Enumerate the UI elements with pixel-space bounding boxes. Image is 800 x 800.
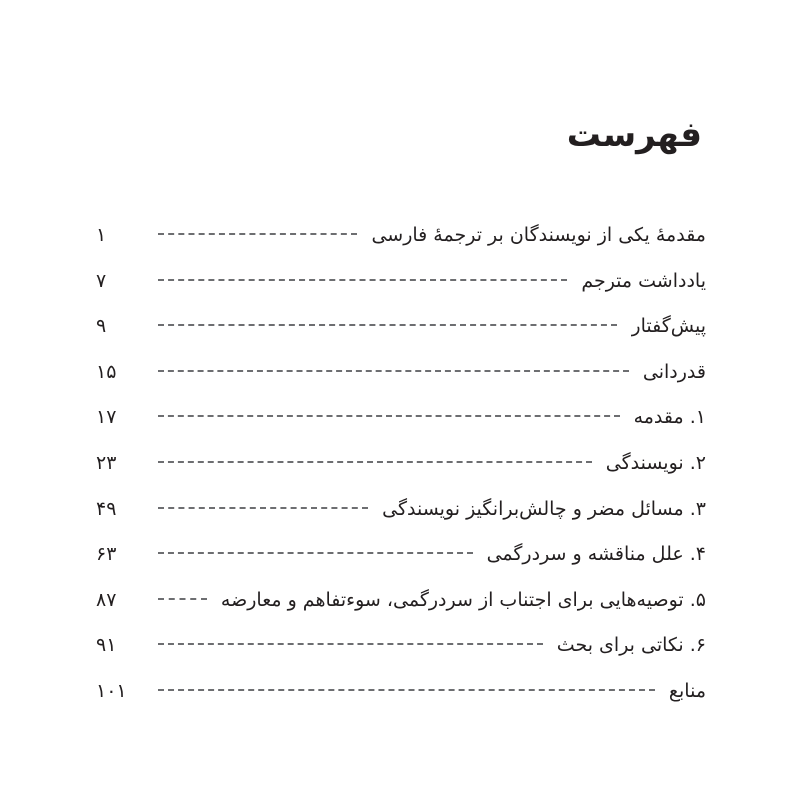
toc-page-number: ۹۱ bbox=[96, 634, 117, 657]
toc-entry bbox=[96, 680, 706, 726]
toc-leader-dashes bbox=[158, 233, 357, 235]
toc-entry-label: ۶. نکاتی برای بحث bbox=[556, 634, 706, 657]
toc-entry-label: یادداشت مترجم bbox=[581, 269, 706, 292]
toc-entry bbox=[96, 543, 706, 589]
toc-entry bbox=[96, 589, 706, 635]
toc-entry-label: ۲. نویسندگی bbox=[605, 451, 706, 474]
toc-page-number: ۸۷ bbox=[96, 588, 117, 611]
toc-page-number: ۱۷ bbox=[96, 406, 117, 429]
toc-leader-dashes bbox=[158, 324, 617, 326]
toc-entry bbox=[96, 361, 706, 407]
toc-page-number: ۱ bbox=[96, 224, 107, 246]
toc-leader-dashes bbox=[158, 598, 207, 600]
toc-page-number: ۶۳ bbox=[96, 543, 117, 566]
toc-entry bbox=[96, 498, 706, 544]
toc-entry bbox=[96, 634, 706, 680]
toc-page-number: ۱۰۱ bbox=[96, 679, 127, 702]
toc-entry bbox=[96, 452, 706, 498]
toc-entry bbox=[96, 315, 706, 361]
toc-leader-dashes bbox=[158, 643, 543, 645]
toc-entry-label: ۱. مقدمه bbox=[633, 406, 706, 429]
toc-page-number: ۱۵ bbox=[96, 360, 117, 383]
toc-page-number: ۹ bbox=[96, 315, 107, 338]
toc-entry-label: ۳. مسائل مضر و چالش‌برانگیز نویسندگی bbox=[382, 497, 706, 520]
toc-entry-label: مقدمهٔ یکی از نویسندگان بر ترجمهٔ فارسی bbox=[371, 224, 706, 246]
page-title: فهرست bbox=[566, 115, 702, 155]
toc-leader-dashes bbox=[158, 370, 629, 372]
toc-leader-dashes bbox=[158, 552, 473, 554]
toc-entry-label: منابع bbox=[668, 679, 706, 702]
toc-page-number: ۴۹ bbox=[96, 497, 117, 520]
toc-leader-dashes bbox=[158, 461, 592, 463]
toc-leader-dashes bbox=[158, 415, 620, 417]
toc-page-number: ۲۳ bbox=[96, 451, 117, 474]
toc-entry-label: قدردانی bbox=[642, 360, 706, 383]
toc-entry-label: ۴. علل مناقشه و سردرگمی bbox=[486, 543, 706, 566]
toc-entry-label: پیش‌گفتار bbox=[631, 315, 706, 338]
toc-leader-dashes bbox=[158, 689, 655, 691]
toc-entry bbox=[96, 224, 706, 270]
table-of-contents bbox=[96, 224, 706, 726]
toc-page-number: ۷ bbox=[96, 269, 107, 292]
toc-entry-label: ۵. توصیه‌هایی برای اجتناب از سردرگمی، سوءتفاهم و معارضه bbox=[220, 588, 706, 611]
toc-leader-dashes bbox=[158, 507, 368, 509]
toc-entry bbox=[96, 270, 706, 316]
toc-entry bbox=[96, 406, 706, 452]
toc-leader-dashes bbox=[158, 279, 567, 281]
